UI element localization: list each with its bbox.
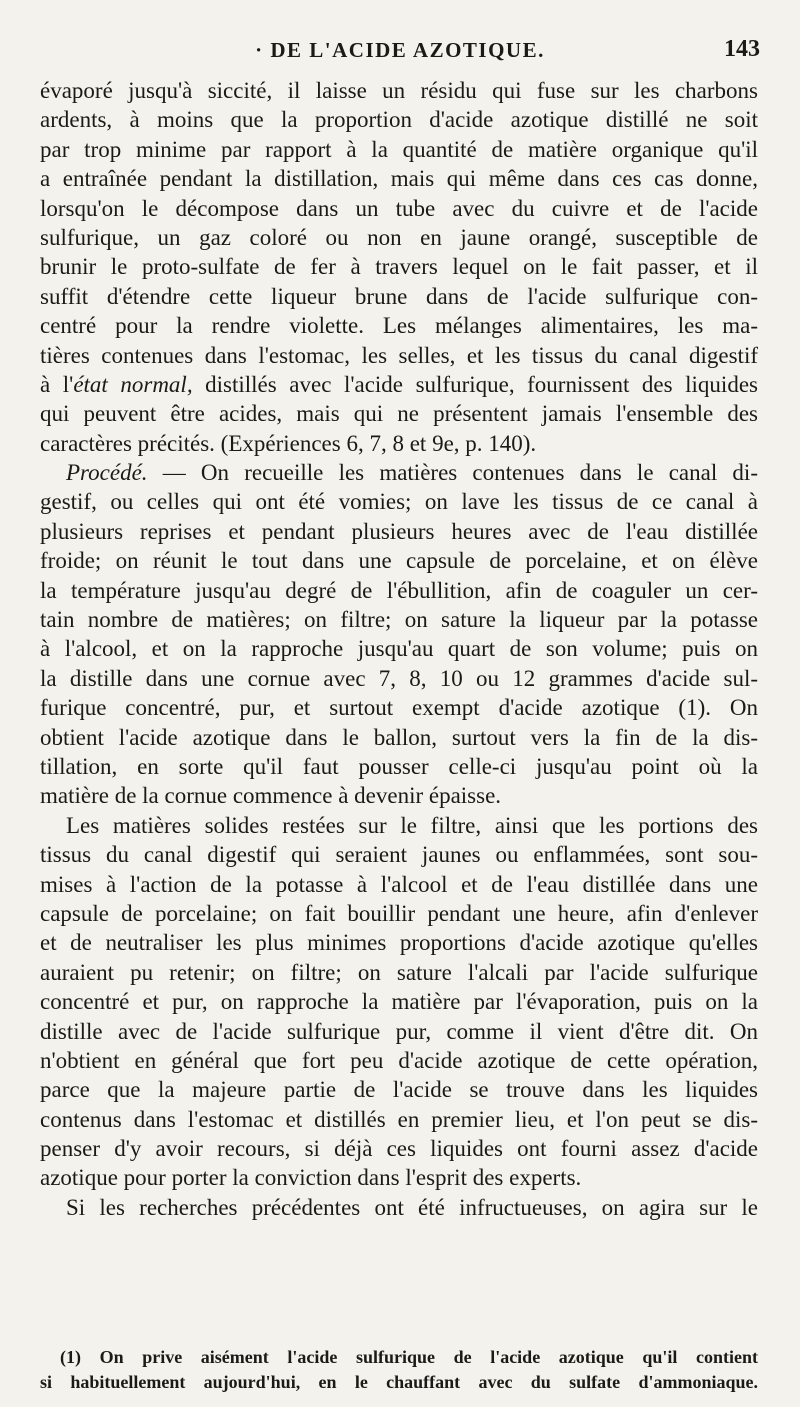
text-line: furique concentré, pur, et surtout exempt d'acide azotique (1). On bbox=[40, 695, 758, 721]
body-text bbox=[40, 76, 758, 1222]
procede-label: Procédé. bbox=[66, 460, 148, 486]
text-line: la distille dans une cornue avec 7, 8, 10 ou 12 grammes d'acide sul- bbox=[40, 665, 758, 691]
page-header bbox=[40, 38, 760, 72]
text-line: contenus dans l'estomac et distillés en premier lieu, et l'on peut se dis- bbox=[40, 1106, 758, 1132]
italic-phrase: état normal, bbox=[73, 371, 193, 397]
text-line: capsule de porcelaine; on fait bouillir pendant une heure, afin d'enlever bbox=[40, 900, 758, 926]
text-line: mises à l'action de la potasse à l'alcool et de l'eau distillée dans une bbox=[40, 871, 758, 897]
text-line: a entraînée pendant la distillation, mais qui même dans ces cas donne, bbox=[40, 166, 758, 192]
text-line: par trop minime par rapport à la quantité de matière organique qu'il bbox=[40, 136, 758, 162]
text-line: penser d'y avoir recours, si déjà ces liquides ont fourni assez d'acide bbox=[40, 1136, 758, 1162]
line-suffix: — On recueille les matières contenues dans le canal di- bbox=[147, 460, 758, 486]
text-line: froide; on réunit le tout dans une capsule de porcelaine, et on élève bbox=[40, 548, 758, 574]
text-line: tières contenues dans l'estomac, les selles, et les tissus du canal digestif bbox=[40, 342, 758, 368]
text-line bbox=[40, 370, 758, 399]
text-line: qui peuvent être acides, mais qui ne présentent jamais l'ensemble des bbox=[40, 401, 758, 427]
text-line: auraient pu retenir; on filtre; on sature l'alcali par l'acide sulfurique bbox=[40, 959, 758, 985]
line-suffix: distillés avec l'acide sulfurique, fournissent des liquides bbox=[192, 371, 758, 397]
line-prefix: à l' bbox=[40, 371, 74, 397]
text-line: la température jusqu'au degré de l'ébullition, afin de coaguler un cer- bbox=[40, 577, 758, 603]
text-line: Si les recherches précédentes ont été infructueuses, on agira sur le bbox=[66, 1194, 758, 1220]
text-line: ardents, à moins que la proportion d'acide azotique distillé ne soit bbox=[40, 107, 758, 133]
text-line: sulfurique, un gaz coloré ou non en jaune orangé, susceptible de bbox=[40, 224, 758, 250]
text-line: suffit d'étendre cette liqueur brune dans de l'acide sulfurique con- bbox=[40, 283, 758, 309]
text-line bbox=[40, 458, 758, 487]
footnote-line: si habituellement aujourd'hui, en le chauffant avec du sulfate d'ammoniaque. bbox=[40, 1372, 758, 1392]
text-line: matière de la cornue commence à devenir épaisse. bbox=[40, 783, 502, 809]
text-line: concentré et pur, on rapproche la matière par l'évaporation, puis on la bbox=[40, 989, 758, 1015]
footnote-line: (1) On prive aisément l'acide sulfurique de l'acide azotique qu'il contient bbox=[60, 1347, 758, 1367]
page-number: 143 bbox=[724, 36, 760, 62]
text-line: obtient l'acide azotique dans le ballon, surtout vers la fin de la dis- bbox=[40, 724, 758, 750]
text-line: n'obtient en général que fort peu d'acide azotique de cette opération, bbox=[40, 1047, 758, 1073]
running-title: · DE L'ACIDE AZOTIQUE. bbox=[255, 38, 545, 62]
text-line: à l'alcool, et on la rapproche jusqu'au quart de son volume; puis on bbox=[40, 636, 758, 662]
text-line: brunir le proto-sulfate de fer à travers lequel on le fait passer, et il bbox=[40, 254, 758, 280]
footnotes bbox=[40, 1345, 758, 1395]
text-line: plusieurs reprises et pendant plusieurs heures avec de l'eau distillée bbox=[40, 518, 758, 544]
text-line: tillation, en sorte qu'il faut pousser celle-ci jusqu'au point où la bbox=[40, 753, 758, 779]
text-line: distille avec de l'acide sulfurique pur, comme il vient d'être dit. On bbox=[40, 1018, 758, 1044]
text-line: gestif, ou celles qui ont été vomies; on lave les tissus de ce canal à bbox=[40, 489, 758, 515]
text-line: Les matières solides restées sur le filtre, ainsi que les portions des bbox=[66, 812, 758, 838]
text-line: tissus du canal digestif qui seraient jaunes ou enflammées, sont sou- bbox=[40, 842, 758, 868]
text-line: parce que la majeure partie de l'acide se trouve dans les liquides bbox=[40, 1077, 758, 1103]
text-line: centré pour la rendre violette. Les mélanges alimentaires, les ma- bbox=[40, 313, 758, 339]
text-line: lorsqu'on le décompose dans un tube avec du cuivre et de l'acide bbox=[40, 195, 758, 221]
text-line: évaporé jusqu'à siccité, il laisse un résidu qui fuse sur les charbons bbox=[40, 78, 758, 103]
text-line: caractères précités. (Expériences 6, 7, 8 et 9e, p. 140). bbox=[40, 430, 537, 456]
text-line: azotique pour porter la conviction dans l'esprit des experts. bbox=[40, 1165, 582, 1191]
text-line: et de neutraliser les plus minimes proportions d'acide azotique qu'elles bbox=[40, 930, 758, 956]
text-line: tain nombre de matières; on filtre; on sature la liqueur par la potasse bbox=[40, 607, 758, 633]
